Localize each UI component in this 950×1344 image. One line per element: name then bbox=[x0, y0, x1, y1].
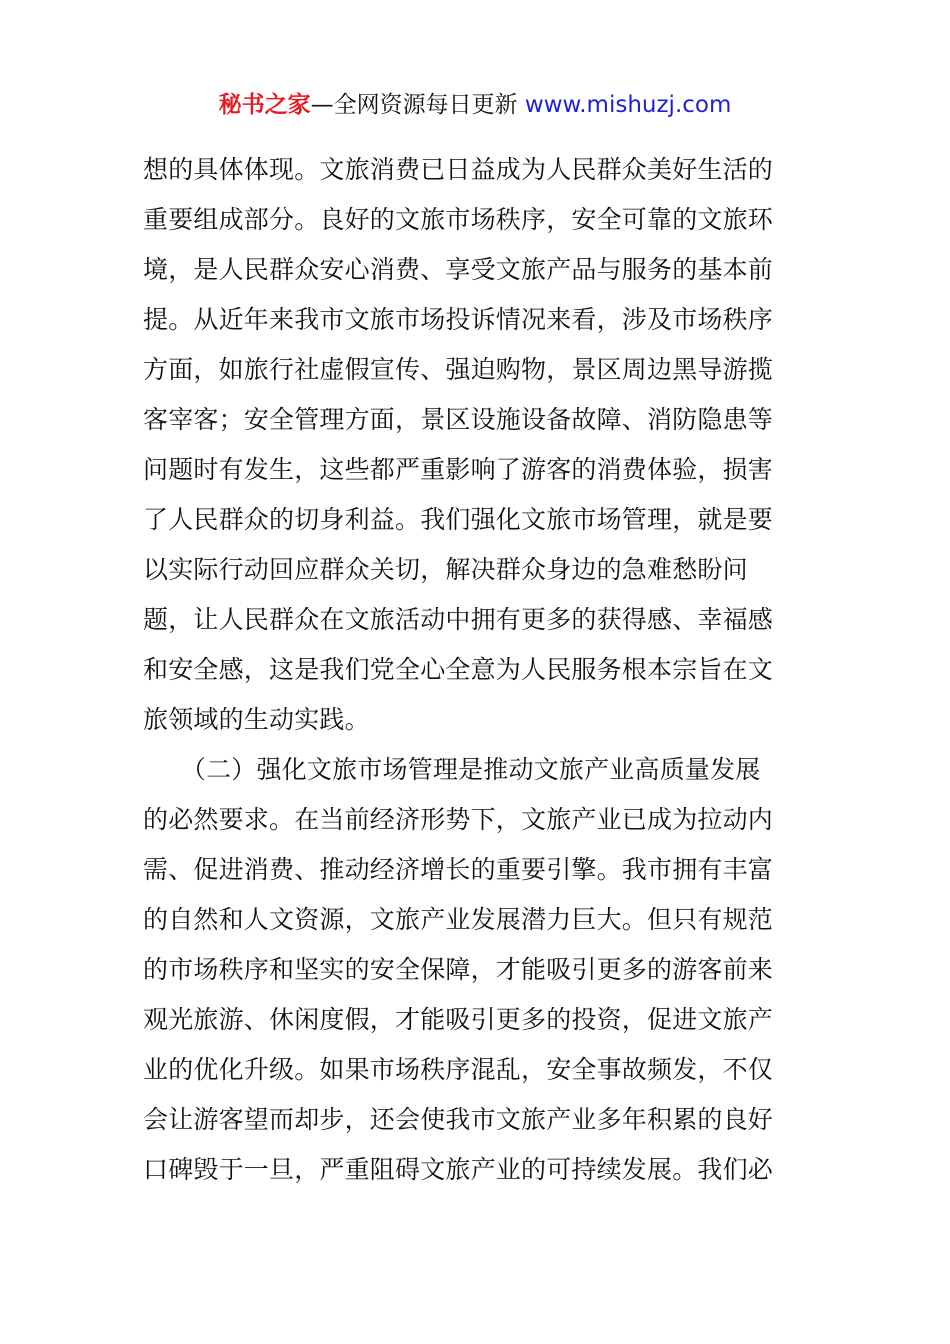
document-body bbox=[143, 145, 811, 1195]
text-line: 会让游客望而却步，还会使我市文旅产业多年积累的良好 bbox=[143, 1105, 774, 1134]
website-link[interactable]: www.mishuzj.com bbox=[524, 92, 732, 118]
site-header bbox=[0, 88, 950, 122]
text-line: 的自然和人文资源，文旅产业发展潜力巨大。但只有规范 bbox=[143, 905, 774, 934]
text-line: 的市场秩序和坚实的安全保障，才能吸引更多的游客前来 bbox=[143, 955, 774, 984]
text-line: 想的具体体现。文旅消费已日益成为人民群众美好生活的 bbox=[143, 155, 774, 184]
text-line: 业的优化升级。如果市场秩序混乱，安全事故频发，不仅 bbox=[143, 1055, 774, 1084]
header-tagline: —全网资源每日更新 bbox=[310, 92, 525, 118]
text-line: 客宰客；安全管理方面，景区设施设备故障、消防隐患等 bbox=[143, 405, 774, 434]
section-heading-line: （二）强化文旅市场管理是推动文旅产业高质量发展 bbox=[143, 755, 761, 784]
text-line: 以实际行动回应群众关切，解决群众身边的急难愁盼问 bbox=[143, 555, 748, 584]
text-line: 重要组成部分。良好的文旅市场秩序，安全可靠的文旅环 bbox=[143, 205, 774, 234]
text-line: 境，是人民群众安心消费、享受文旅产品与服务的基本前 bbox=[143, 255, 774, 284]
text-line: 方面，如旅行社虚假宣传、强迫购物，景区周边黑导游揽 bbox=[143, 355, 774, 384]
text-line: 题，让人民群众在文旅活动中拥有更多的获得感、幸福感 bbox=[143, 605, 774, 634]
text-line: 需、促进消费、推动经济增长的重要引擎。我市拥有丰富 bbox=[143, 855, 774, 884]
text-line: 观光旅游、休闲度假，才能吸引更多的投资，促进文旅产 bbox=[143, 1005, 774, 1034]
text-line: 旅领域的生动实践。 bbox=[143, 705, 370, 734]
text-line: 和安全感，这是我们党全心全意为人民服务根本宗旨在文 bbox=[143, 655, 774, 684]
text-line: 问题时有发生，这些都严重影响了游客的消费体验，损害 bbox=[143, 455, 774, 484]
text-line: 了人民群众的切身利益。我们强化文旅市场管理，就是要 bbox=[143, 505, 774, 534]
text-line: 口碑毁于一旦，严重阻碍文旅产业的可持续发展。我们必 bbox=[143, 1155, 774, 1184]
text-line: 的必然要求。在当前经济形势下，文旅产业已成为拉动内 bbox=[143, 805, 774, 834]
text-line: 提。从近年来我市文旅市场投诉情况来看，涉及市场秩序 bbox=[143, 305, 774, 334]
brand-name: 秘书之家 bbox=[218, 92, 311, 118]
